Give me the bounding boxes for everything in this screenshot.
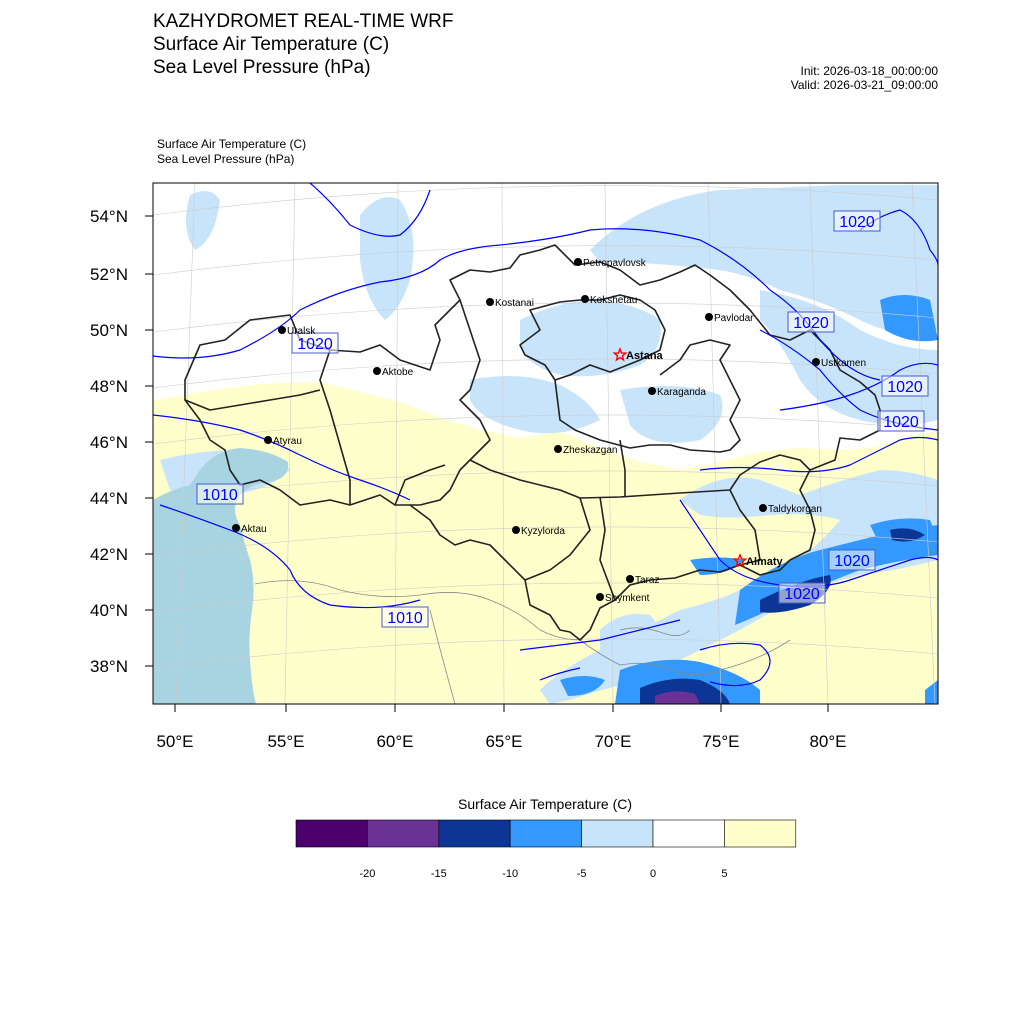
lon-label: 55°E [267,732,305,751]
city-dot-icon [232,524,240,532]
isobar-label: 1020 [793,315,829,332]
isobar-label: 1010 [387,610,423,627]
city-dot-icon [626,575,634,583]
title-line-1: KAZHYDROMET REAL-TIME WRF [153,11,454,32]
city-label: Pavlodar [714,313,754,324]
isobar-label: 1020 [834,553,870,570]
city-dot-icon [648,387,656,395]
isobar-label: 1020 [297,336,333,353]
lat-label: 42°N [90,545,128,564]
city-label: Ustkamen [821,358,867,369]
field-label-temperature: Surface Air Temperature (C) [157,137,307,151]
city-label: Taraz [635,575,660,586]
city-label: Petropavlovsk [583,258,646,269]
city-label: Zheskazgan [563,445,618,456]
lon-label: 80°E [809,732,847,751]
city-dot-icon [759,504,767,512]
colorbar-tick-label: 0 [649,868,657,880]
city-label: Aktobe [382,367,414,378]
colorbar-tick-label: -10 [502,868,519,880]
lon-label: 60°E [376,732,414,751]
city-dot-icon [574,258,582,266]
city-dot-icon [264,436,272,444]
init-time: Init: 2026-03-18_00:00:00 [800,64,938,78]
lat-label: 46°N [90,433,128,452]
map-content [153,183,938,704]
city-dot-icon [486,298,494,306]
city-dot-icon [512,526,520,534]
lon-label: 50°E [156,732,194,751]
city-label: Kyzylorda [521,526,565,537]
colorbar-tick-label: -5 [576,868,587,880]
colorbar-title: Surface Air Temperature (C) [457,796,633,812]
city-dot-icon [581,295,589,303]
isobar-label: 1020 [784,586,820,603]
colorbar-swatch [510,820,581,847]
isobar-label: 1020 [887,379,923,396]
lat-label: 54°N [90,207,128,226]
isobar-label: 1010 [202,487,238,504]
city-label: Almaty [746,556,783,568]
city-label: Uralsk [287,326,316,337]
city-label: Kostanai [495,298,534,309]
city-label: Aktau [241,524,267,535]
lat-label: 52°N [90,265,128,284]
field-label-pressure: Sea Level Pressure (hPa) [157,152,295,166]
colorbar-swatch [367,820,438,847]
colorbar-swatch [653,820,724,847]
colorbar-swatch [296,820,367,847]
lat-label: 50°N [90,321,128,340]
valid-time: Valid: 2026-03-21_09:00:00 [790,78,938,92]
colorbar-tick-label: -20 [359,868,376,880]
city-label: Shymkent [605,593,650,604]
colorbar-swatch [582,820,653,847]
lat-label: 40°N [90,601,128,620]
isobar-label: 1020 [839,214,875,231]
colorbar-tick-label: 5 [721,868,728,880]
isobar-label: 1020 [883,414,919,431]
city-dot-icon [278,326,286,334]
city-label: Taldykorgan [768,504,822,515]
city-dot-icon [812,358,820,366]
title-line-3: Sea Level Pressure (hPa) [153,57,371,78]
lon-label: 70°E [594,732,632,751]
lon-label: 65°E [485,732,523,751]
lat-label: 38°N [90,657,128,676]
city-label: Karaganda [657,387,706,398]
colorbar-tick-label: -15 [430,868,447,880]
city-dot-icon [373,367,381,375]
lat-label: 44°N [90,489,128,508]
city-label: Kokshetau [590,295,638,306]
title-line-2: Surface Air Temperature (C) [153,34,390,55]
colorbar-swatch [724,820,795,847]
colorbar [296,820,796,880]
city-dot-icon [554,445,562,453]
lat-label: 48°N [90,377,128,396]
city-label: Astana [626,350,663,362]
city-dot-icon [596,593,604,601]
city-label: Atyrau [273,436,302,447]
city-dot-icon [705,313,713,321]
colorbar-swatch [439,820,510,847]
lon-label: 75°E [702,732,740,751]
